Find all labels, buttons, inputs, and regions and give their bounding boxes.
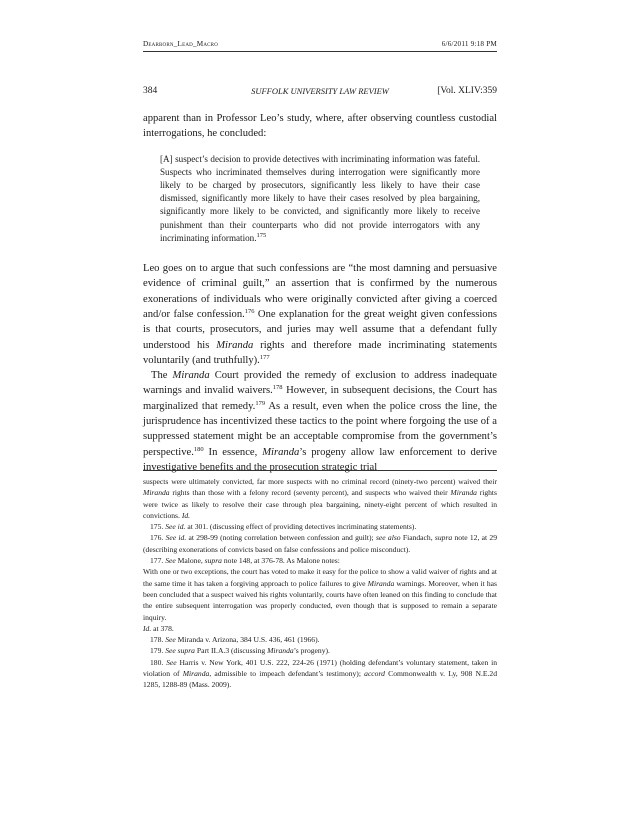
text-run: at 301. (discussing effect of providing detectives incriminating statements). (185, 522, 417, 532)
citation-signal: See (165, 635, 176, 645)
citation-signal: See (166, 657, 177, 667)
text-run: In essence, (203, 446, 263, 458)
text-run: The (151, 370, 173, 382)
text-run: at 378. (151, 623, 174, 633)
volume-citation: [Vol. XLIV:359 (437, 86, 497, 96)
footnote-177-id (143, 623, 497, 634)
citation-signal: supra (204, 556, 222, 566)
case-name-italic: Miranda (267, 646, 294, 656)
footnote-179 (143, 645, 497, 656)
file-name: Dearborn_Lead_Macro (143, 40, 219, 48)
footnote-178 (143, 634, 497, 645)
text-run: Harris v. New York, 401 U.S. 222, 224-26 (1971) (holding defendant’s voluntary statement, taken in violation of (143, 657, 497, 679)
case-name-italic: Miranda (143, 488, 170, 498)
text-run: Miranda v. Arizona, 384 U.S. 436, 461 (1966). (175, 635, 320, 645)
text-run: Commonwealth v. Ly, 908 N.E.2d 1285, 1288-89 (Mass. 2009). (143, 669, 498, 690)
case-name-italic: Miranda (262, 446, 300, 458)
citation-signal: See id. (165, 522, 186, 532)
text-run: note 148, at 376-78. As Malone notes: (221, 556, 340, 566)
footnote-175 (143, 521, 497, 532)
citation-signal: See id. (165, 533, 187, 543)
text-run: rights and therefore made incriminating statements voluntarily (and truthfully). (143, 339, 497, 366)
text-run: rights than those with a felony record (seventy percent), and suspects who waived their (169, 488, 451, 498)
text-run: rights were twice as likely to resolve their case through plea bargaining, ninety-eight percent of which resulted in convictions. (143, 488, 498, 520)
footnote-number: 180. (150, 657, 164, 667)
citation-signal: see also (375, 533, 401, 543)
case-name-italic: Miranda (216, 339, 254, 351)
citation-signal: accord (364, 669, 385, 679)
header-rule (143, 51, 497, 52)
footnote-number: 175. (150, 522, 164, 532)
paragraph-gap (143, 245, 497, 261)
footnote-180 (143, 657, 497, 691)
intro-paragraph: apparent than in Professor Leo’s study, where, after observing countless custodial interrogations, he concluded: (143, 113, 497, 140)
case-name-italic: Miranda, (182, 669, 212, 679)
text-run: However, in subsequent decisions, the Court has marginalized that remedy. (143, 385, 497, 412)
text-run: Leo goes on to argue that such confessions are “the most damning and persuasive evidence of criminal guilt,” an assertion that is confirmed by the numerous exonerations of individuals who were originally convicted after giving a coerced and/or false confession. (143, 263, 497, 320)
footnotes (143, 476, 497, 691)
citation-signal: supra (434, 533, 453, 543)
footnote-177 (143, 555, 497, 566)
footnote-number: 179. (150, 646, 164, 656)
text-run: As a result, even when the police cross the line, the jurisprudence has incentivized these tactics to the point where forgoing the use of a suppressed statement might be an acceptable compromise from the government’s perspective. (143, 400, 498, 458)
text-run: ’s progeny allow law enforcement to derive investigative benefits and the prosecution strategic trial (143, 446, 497, 473)
text-run: suspects were ultimately convicted, far more suspects with no criminal record (ninety-two percent) waived their (143, 477, 497, 486)
footnote-ref[interactable]: 177 (259, 353, 270, 361)
footnote-176 (143, 532, 497, 555)
quote-text: [A] suspect’s decision to provide detectives with incriminating information was fateful. Suspects who incriminated themselves during interrogation were significantly more likely to be charged by prosecutors, significantly less likely to have their case dismissed, significantly more likely to have their cases resolved by plea bargaining, significantly more likely to be convicted, and significantly more likely to receive punishment than their counterparts who did not provide interrogators with any incriminating information. (160, 153, 480, 243)
text-run: One explanation for the great weight given confessions is that courts, prosecutors, and juries may well assume that a defendant fully understood his (143, 308, 497, 351)
main-text (143, 111, 497, 475)
print-timestamp: 6/6/2011 9:18 PM (441, 40, 497, 48)
text-run: Part II.A.3 (discussing (194, 646, 268, 656)
citation-signal: See (165, 556, 176, 566)
text-run: ’s progeny). (293, 646, 330, 656)
text-run: at 298-99 (noting correlation between confession and guilt); (186, 533, 376, 543)
text-run: Court provided the remedy of exclusion to address inadequate warnings and invalid waivers. (143, 370, 498, 397)
text-run: Fiandach, (400, 533, 435, 543)
text-run: With one or two exceptions, the court has voted to make it easy for the police to show a valid waiver of rights and at the same time it has taken a forgiving approach to police failures to give (143, 567, 497, 588)
paragraph-leo (143, 261, 497, 368)
citation-signal: See supra (165, 646, 195, 656)
footnote-rule (143, 470, 497, 471)
text-run: admissible to impeach defendant’s testimony); (211, 669, 365, 679)
folio-line (143, 86, 497, 100)
case-name-italic: Miranda (450, 488, 477, 498)
text-run: Malone, (175, 556, 205, 566)
case-name-italic: Miranda (172, 370, 210, 382)
page-number: 384 (143, 86, 158, 96)
text-run: warnings. Moreover, when it has been concluded that a suspect waived his rights voluntarily, courts have often leaned on this finding to conclude that the entire subsequent interrogation was properly conducted, even though that is supposed to remain a separate inquiry. (143, 578, 497, 622)
journal-title: SUFFOLK UNIVERSITY LAW REVIEW (251, 86, 389, 96)
footnote-block-quote (143, 566, 497, 622)
citation-signal: Id. (181, 510, 191, 520)
footnote-ref[interactable]: 180 (193, 445, 204, 453)
footnote-ref[interactable]: 179 (255, 399, 266, 407)
case-name-italic: Miranda (367, 578, 395, 588)
footnote-number: 177. (150, 556, 164, 566)
footnote-number: 178. (150, 635, 164, 645)
footnote-number: 176. (150, 533, 164, 543)
footnote-ref[interactable]: 176 (244, 307, 255, 315)
footnote-continuation (143, 476, 497, 521)
citation-signal: Id. (143, 623, 152, 633)
footnote-ref[interactable]: 175 (256, 231, 267, 239)
block-quote (160, 153, 480, 245)
paragraph-miranda-court (143, 368, 497, 475)
text-run: note 12, at 29 (describing exonerations of convicts based on false confessions and police misconduct). (143, 533, 498, 554)
footnote-ref[interactable]: 178 (272, 384, 283, 392)
